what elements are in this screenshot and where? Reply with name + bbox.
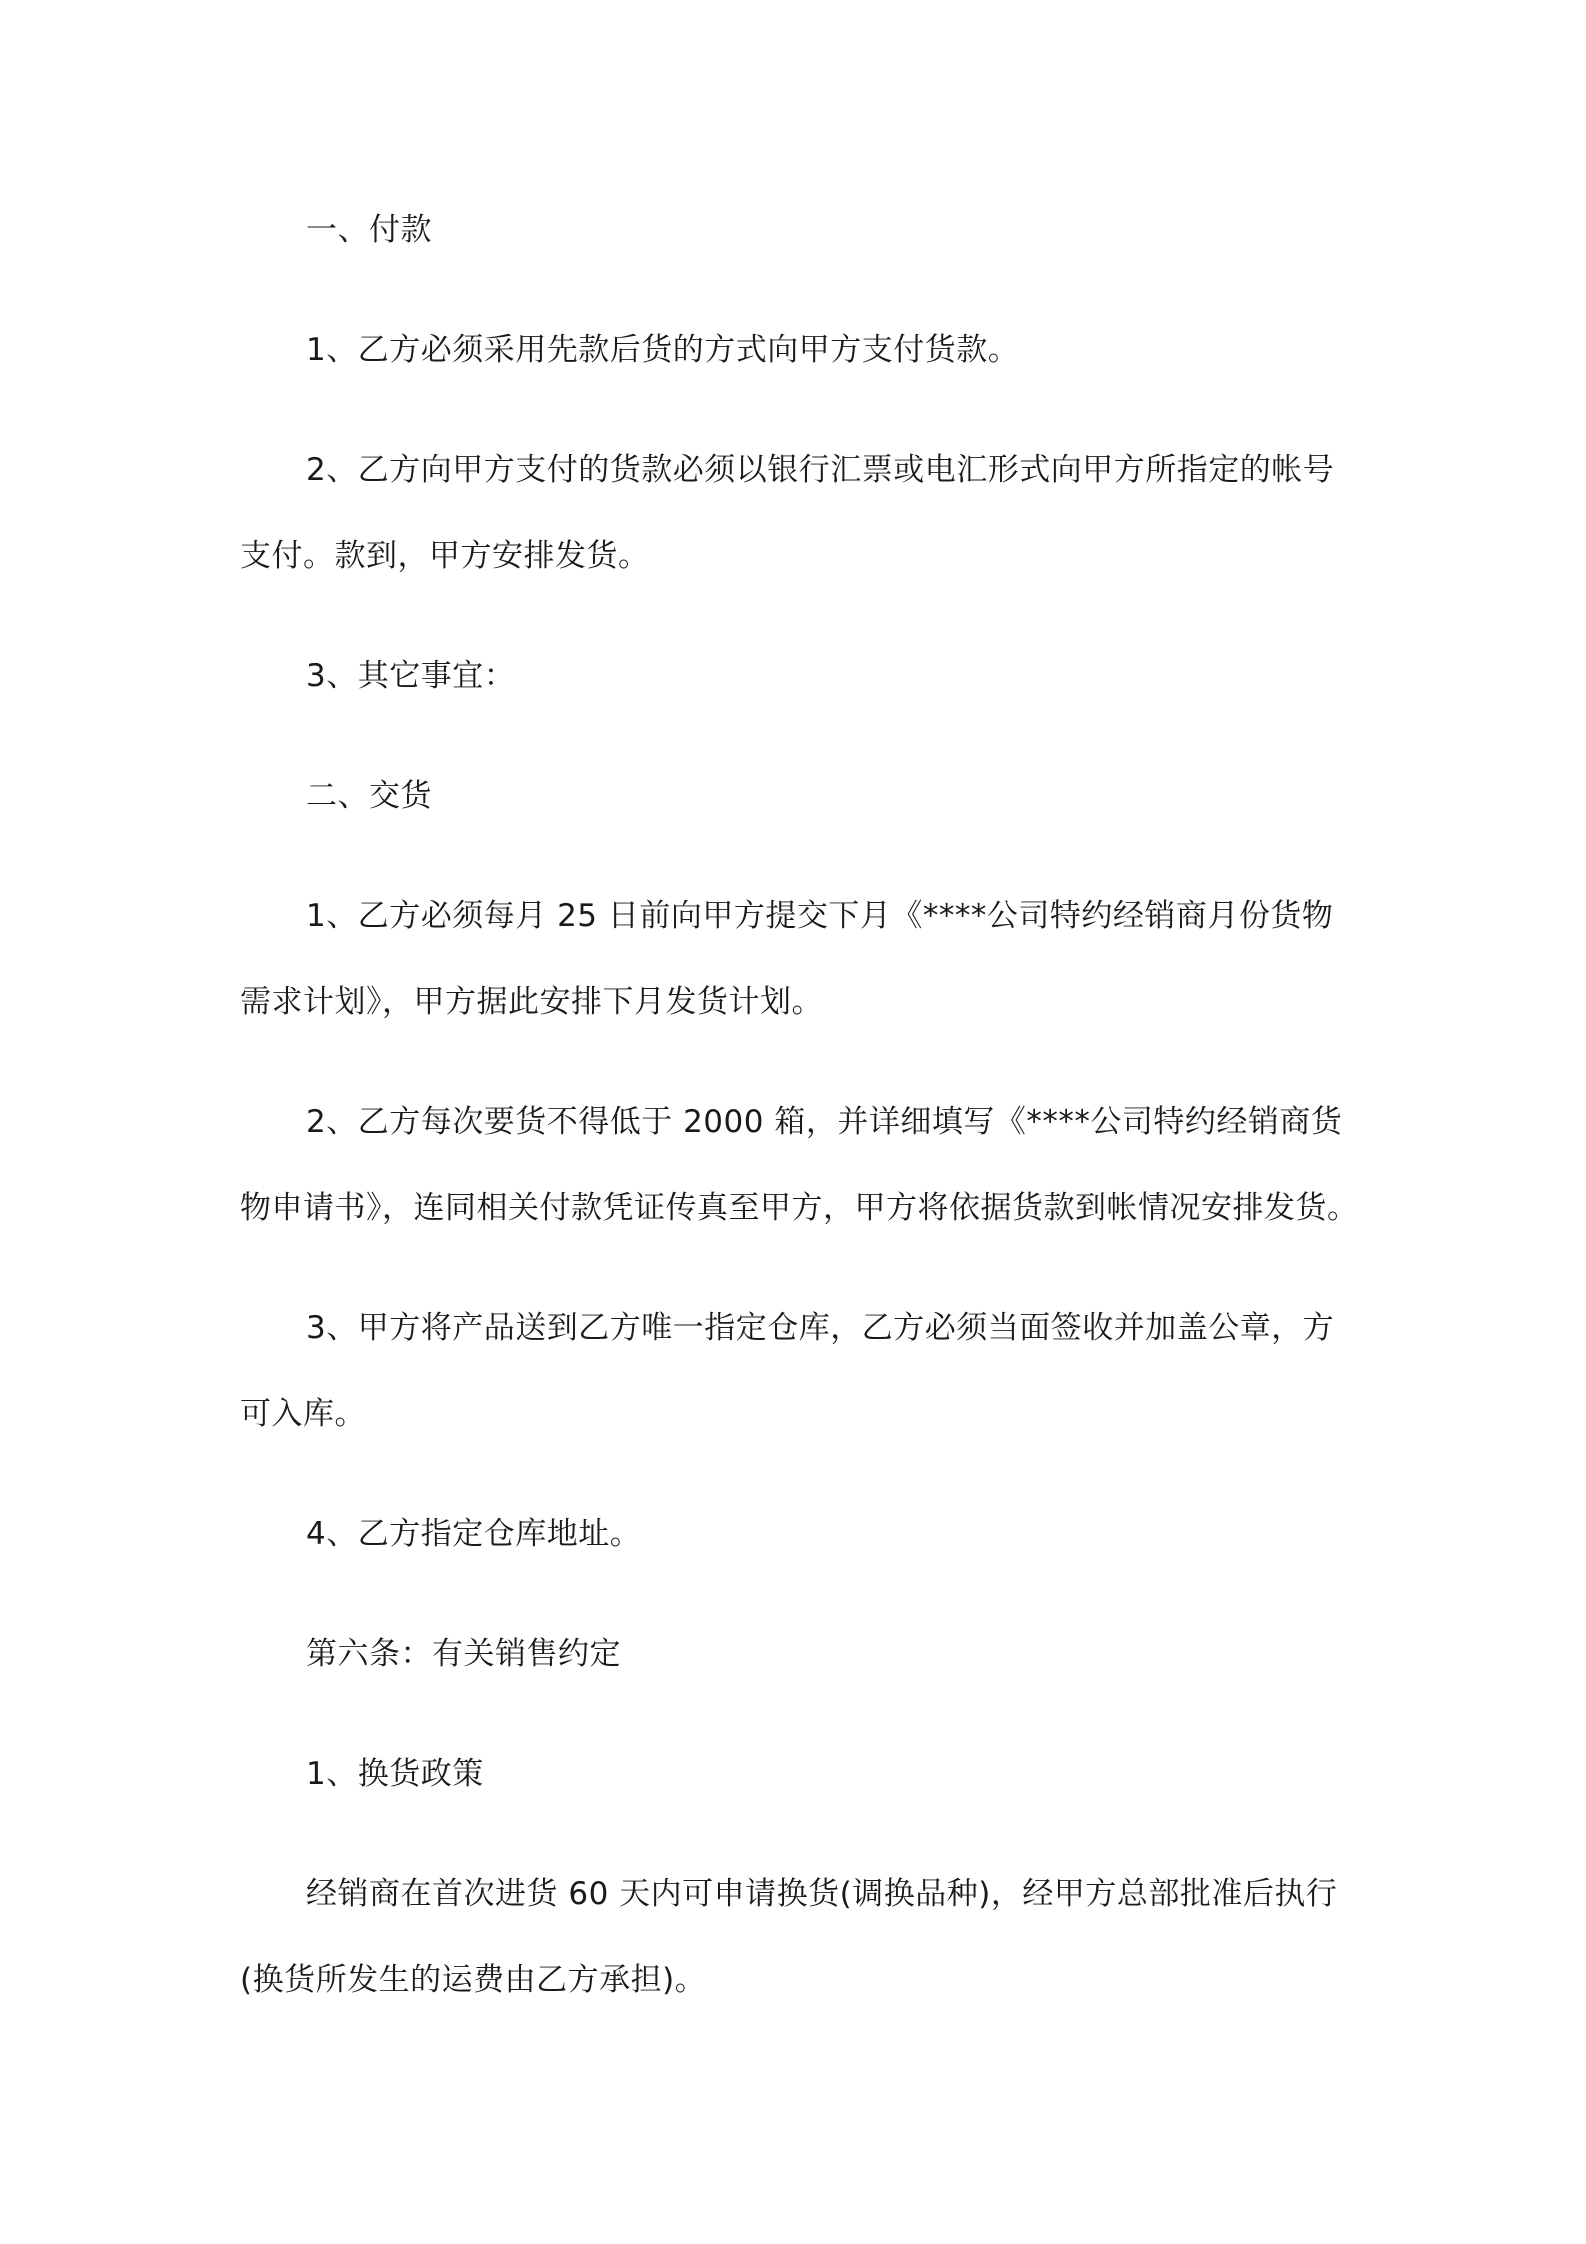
section-heading-delivery: 二、交货 — [306, 778, 432, 814]
paragraph-line: 2、乙方向甲方支付的货款必须以银行汇票或电汇形式向甲方所指定的帐号 — [306, 452, 1335, 488]
paragraph-line: 2、乙方每次要货不得低于 2000 箱，并详细填写《****公司特约经销商货 — [306, 1104, 1343, 1140]
paragraph-line: 3、其它事宜： — [306, 658, 516, 694]
paragraph-line: 1、乙方必须每月 25 日前向甲方提交下月《****公司特约经销商月份货物 — [306, 898, 1334, 934]
paragraph-line: 1、乙方必须采用先款后货的方式向甲方支付货款。 — [306, 332, 1020, 368]
paragraph-line: 3、甲方将产品送到乙方唯一指定仓库，乙方必须当面签收并加盖公章，方 — [306, 1310, 1335, 1346]
article-heading: 第六条：有关销售约定 — [306, 1636, 621, 1672]
paragraph-line: 4、乙方指定仓库地址。 — [306, 1516, 642, 1552]
subsection-heading: 1、换货政策 — [306, 1756, 484, 1792]
paragraph-line: 可入库。 — [240, 1396, 366, 1432]
section-heading-payment: 一、付款 — [306, 212, 432, 248]
paragraph-line: 需求计划》，甲方据此安排下月发货计划。 — [240, 984, 823, 1020]
paragraph-line: (换货所发生的运费由乙方承担)。 — [240, 1962, 707, 1998]
paragraph-line: 物申请书》，连同相关付款凭证传真至甲方，甲方将依据货款到帐情况安排发货。 — [240, 1190, 1359, 1226]
paragraph-line: 经销商在首次进货 60 天内可申请换货(调换品种)，经甲方总部批准后执行 — [306, 1876, 1338, 1912]
paragraph-line: 支付。款到，甲方安排发货。 — [240, 538, 650, 574]
